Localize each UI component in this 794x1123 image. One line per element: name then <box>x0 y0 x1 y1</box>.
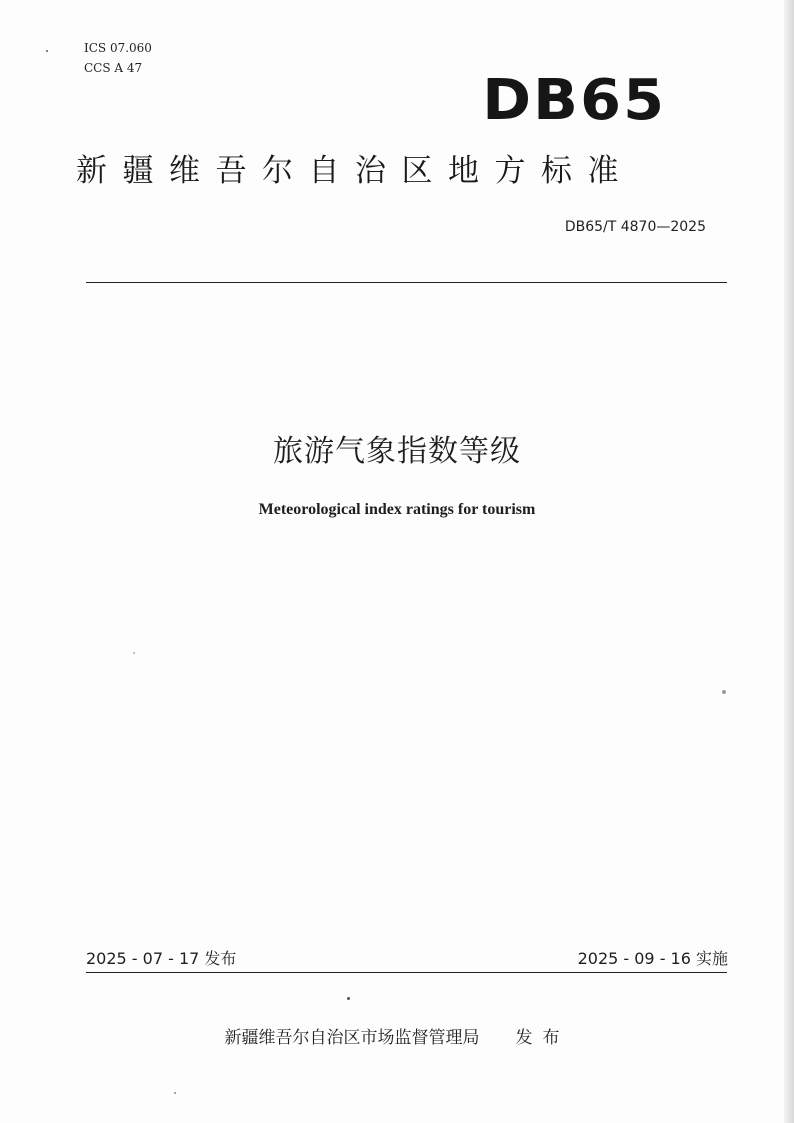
standard-number: DB65/T 4870—2025 <box>564 219 706 235</box>
publisher-action: 发布 <box>515 1028 570 1048</box>
scan-speck <box>46 50 48 52</box>
issue-date: 2025 - 07 - 17 发布 <box>86 949 237 968</box>
scan-speck <box>722 690 726 694</box>
issuing-authority-title: 新疆维吾尔自治区地方标准 <box>76 153 634 189</box>
footer-divider <box>86 972 727 973</box>
publisher-organization: 新疆维吾尔自治区市场监督管理局 <box>224 1028 480 1048</box>
scan-speck <box>174 1092 176 1094</box>
scan-edge-shadow <box>784 0 794 1123</box>
db65-logo: DB65 <box>482 68 666 133</box>
ics-code: ICS 07.060 <box>84 41 152 55</box>
publisher-line <box>0 1025 794 1051</box>
scan-speck <box>133 652 135 654</box>
classification-codes <box>84 38 152 78</box>
header-divider <box>86 282 727 283</box>
implementation-date: 2025 - 09 - 16 实施 <box>577 949 728 968</box>
document-title-english: Meteorological index ratings for tourism <box>258 501 536 518</box>
ccs-code: CCS A 47 <box>84 61 143 75</box>
scan-speck <box>347 997 350 1000</box>
document-title-chinese: 旅游气象指数等级 <box>273 434 521 469</box>
